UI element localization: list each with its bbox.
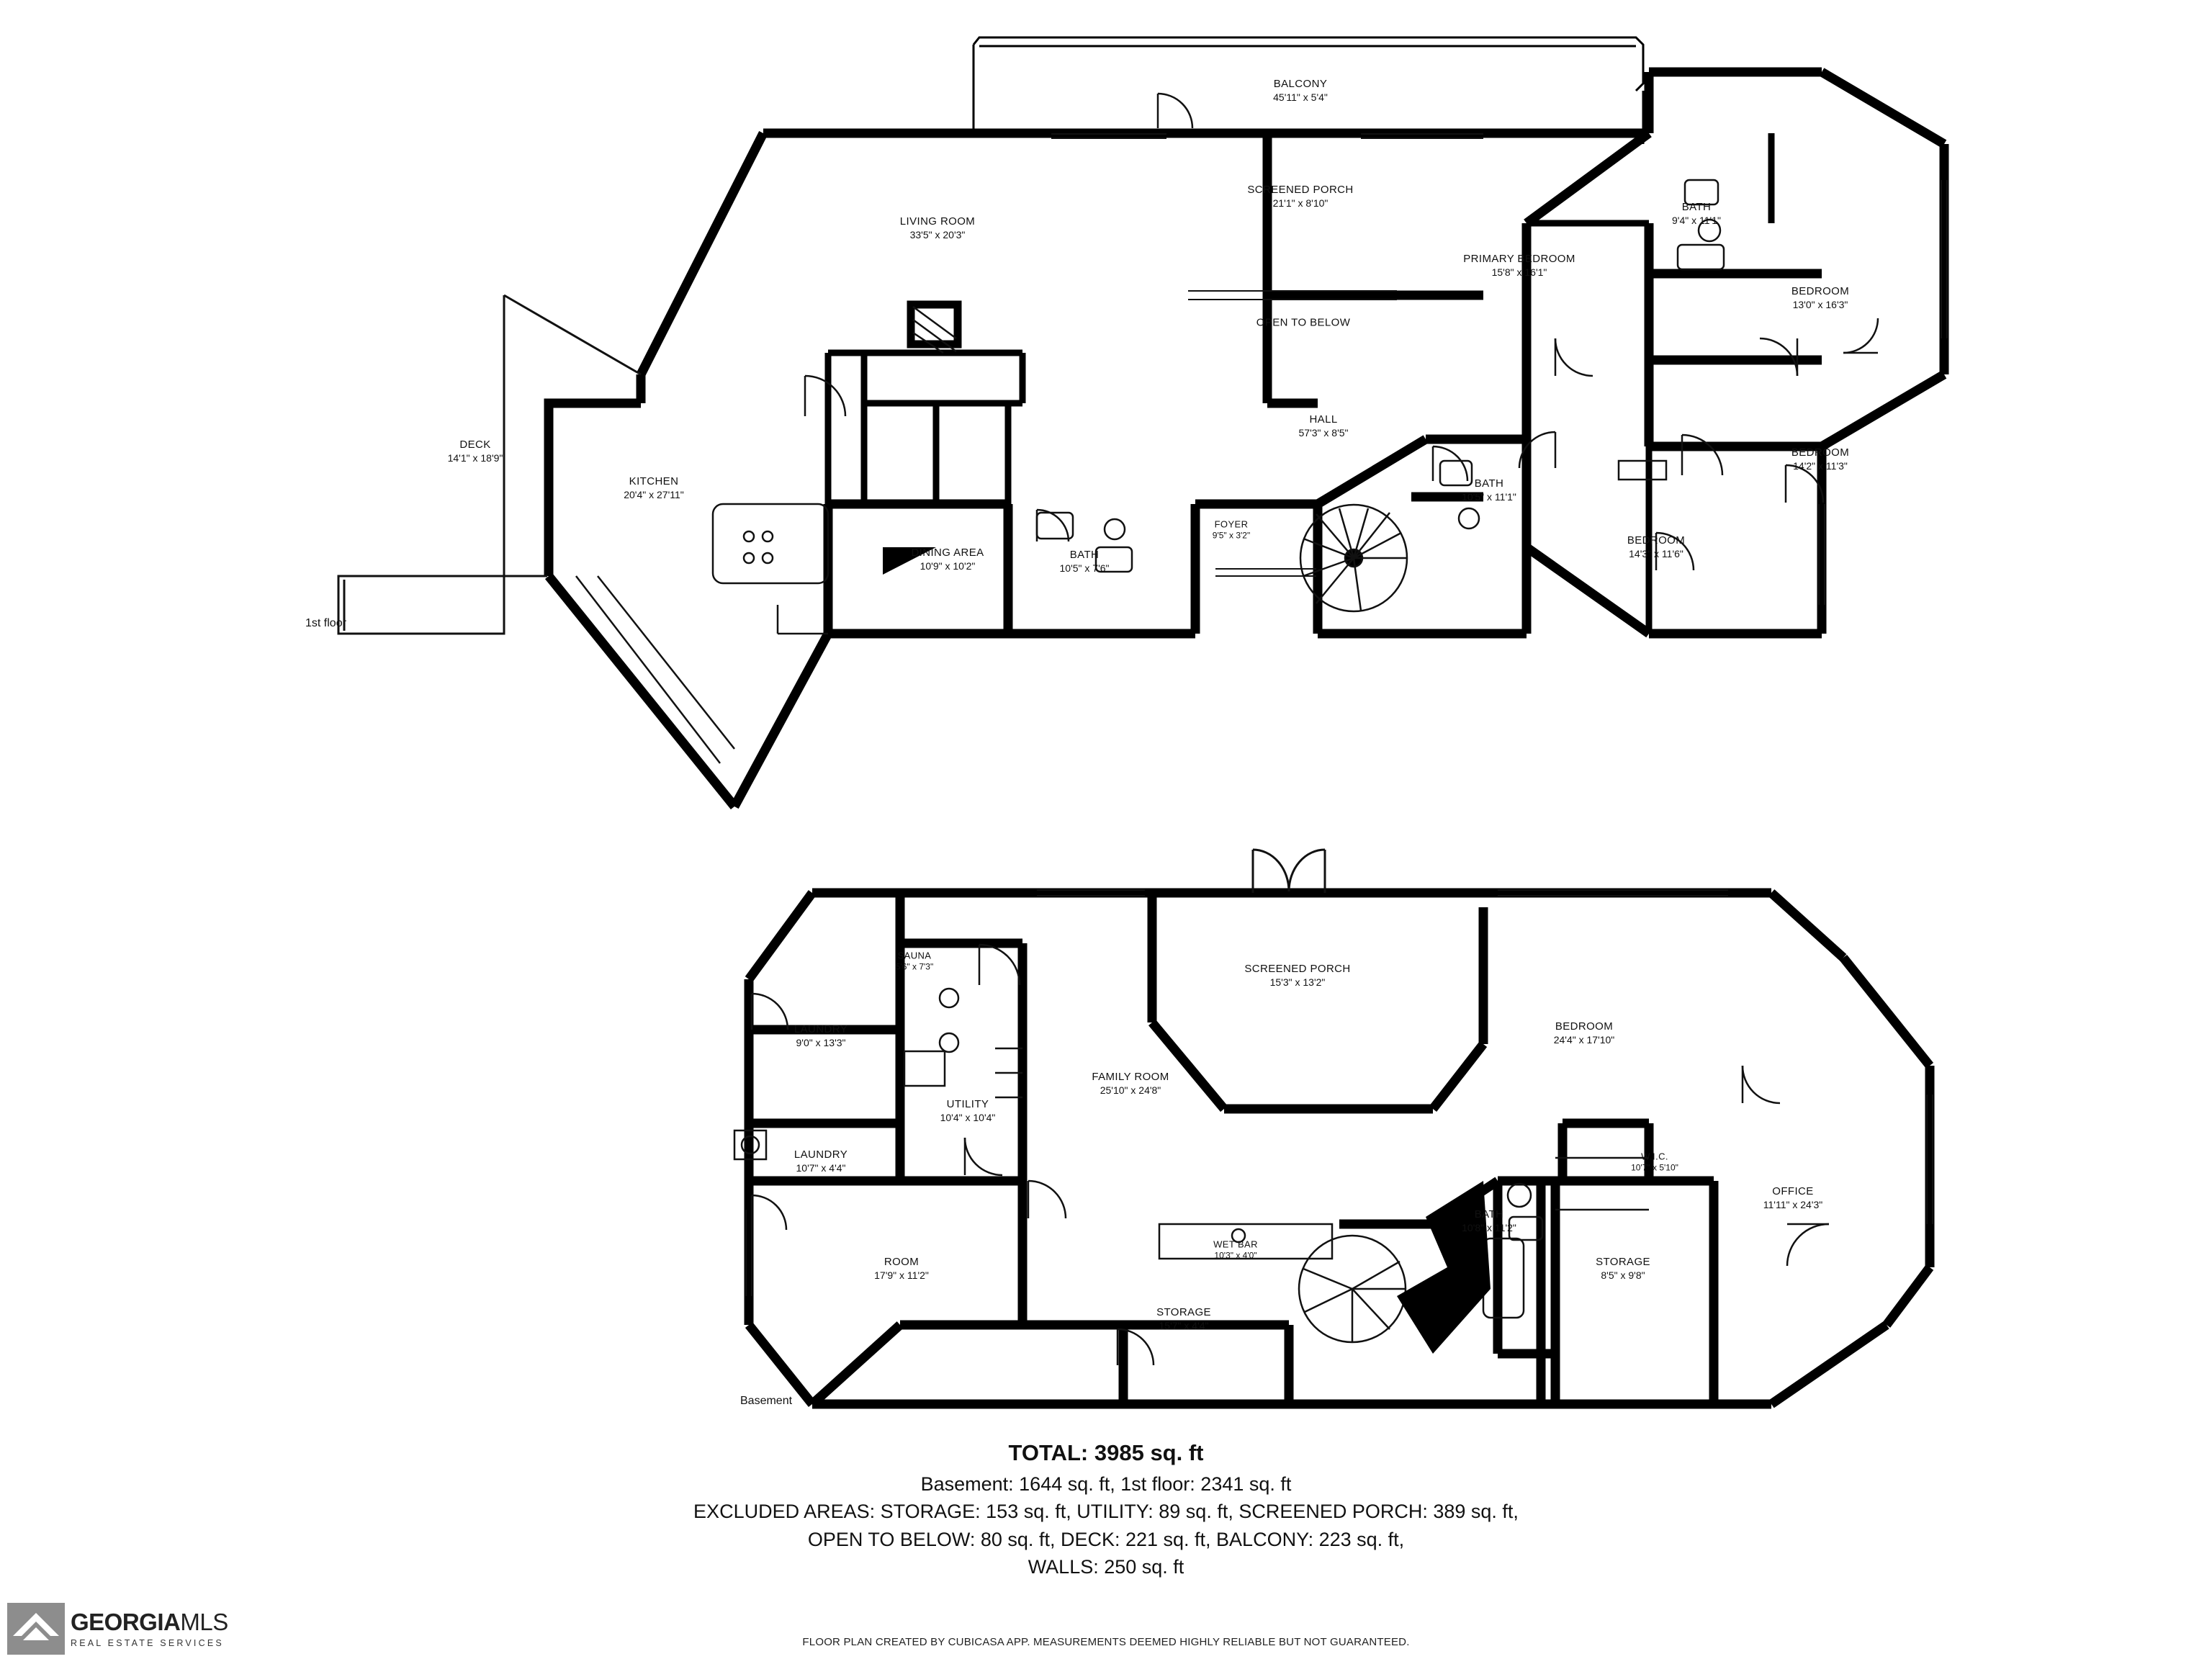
- room-dimensions: 10'5" x 11'1": [1462, 490, 1516, 503]
- summary-line-2: OPEN TO BELOW: 80 sq. ft, DECK: 221 sq. ft, BALCONY: 223 sq. ft,: [807, 1528, 1405, 1550]
- room-name: BEDROOM: [1555, 1020, 1614, 1033]
- room-dimensions: 14'2" x 11'3": [1793, 459, 1848, 472]
- room-dimensions: 33'5" x 20'3": [909, 228, 966, 240]
- roof-peak-icon: [7, 1603, 65, 1655]
- room-dimensions: 10'3" x 4'0": [1214, 1250, 1257, 1261]
- room-name: STORAGE: [1596, 1255, 1650, 1268]
- room-dimensions: 8'5" x 9'8": [1601, 1269, 1645, 1281]
- room-dimensions: 10'4" x 10'4": [940, 1111, 996, 1123]
- room-dimensions: 15'3" x 13'2": [1269, 976, 1326, 988]
- disclaimer-text: FLOOR PLAN CREATED BY CUBICASA APP. MEASUREMENTS DEEMED HIGHLY RELIABLE BUT NOT GUARANTEED.: [802, 1636, 1410, 1648]
- room-dimensions: 14'1" x 18'9": [447, 451, 503, 464]
- room-name: WET BAR: [1213, 1238, 1258, 1250]
- room-name: BATH: [1069, 548, 1100, 561]
- room-name: FAMILY ROOM: [1092, 1070, 1169, 1083]
- room-name: BEDROOM: [1791, 284, 1850, 297]
- room-name: STORAGE: [1156, 1305, 1211, 1318]
- room-name: BATH: [1474, 477, 1504, 490]
- room-name: DECK: [459, 438, 491, 451]
- room-dimensions: 57'3" x 8'5": [1298, 426, 1349, 439]
- room-name: SCREENED PORCH: [1244, 962, 1351, 975]
- room-name: OPEN TO BELOW: [1256, 316, 1351, 329]
- room-dimensions: 10'9" x 10'2": [920, 559, 976, 572]
- summary-line-0: Basement: 1644 sq. ft, 1st floor: 2341 sq. ft: [920, 1473, 1292, 1495]
- room-dimensions: 10'7" x 4'4": [796, 1161, 846, 1174]
- logo-mark-icon: [7, 1603, 65, 1655]
- room-name: SAUNA: [897, 950, 932, 961]
- room-dimensions: 45'11" x 5'4": [1273, 91, 1328, 103]
- room-name: LIVING ROOM: [899, 215, 976, 228]
- room-dimensions: 15'7" x 4'4": [1159, 1319, 1209, 1331]
- room-name: HALL: [1309, 413, 1338, 426]
- room-dimensions: 20'4" x 27'11": [624, 488, 684, 500]
- room-dimensions: 10'7" x 5'10": [1631, 1162, 1678, 1173]
- room-name: LAUNDRY: [793, 1148, 848, 1161]
- room-name: W.I.C.: [1641, 1151, 1668, 1162]
- room-name: BALCONY: [1273, 77, 1328, 90]
- logo-wordmark: [71, 1610, 228, 1648]
- room-name: SCREENED PORCH: [1247, 183, 1354, 196]
- room-name: BATH: [1474, 1208, 1504, 1220]
- room-dimensions: 9'0" x 13'3": [796, 1036, 846, 1048]
- room-dimensions: 14'3" x 11'6": [1629, 547, 1683, 559]
- room-dimensions: 9'4" x 11'1": [1672, 214, 1721, 226]
- summary-line-3: WALLS: 250 sq. ft: [1028, 1555, 1184, 1578]
- room-name: LAUNDRY: [793, 1022, 848, 1035]
- room-dimensions: 25'10" x 24'8": [1100, 1084, 1161, 1096]
- room-dimensions: 13'0" x 16'3": [1792, 298, 1848, 310]
- room-name: KITCHEN: [629, 475, 679, 487]
- room-name: BATH: [1681, 200, 1712, 213]
- summary-line-1: EXCLUDED AREAS: STORAGE: 153 sq. ft, UTILITY: 89 sq. ft, SCREENED PORCH: 389 sq. ft,: [693, 1501, 1519, 1523]
- basement-outline: [734, 850, 1933, 1404]
- room-name: BEDROOM: [1791, 446, 1850, 459]
- room-dimensions: 17'9" x 11'2": [874, 1269, 929, 1281]
- room-name: BEDROOM: [1627, 534, 1686, 547]
- room-name: OFFICE: [1772, 1184, 1814, 1197]
- georgia-mls-logo: [7, 1603, 261, 1655]
- room-dimensions: 21'1" x 8'10": [1272, 197, 1328, 209]
- logo-tagline: REAL ESTATE SERVICES: [71, 1638, 224, 1648]
- total-area: TOTAL: 3985 sq. ft: [1008, 1440, 1204, 1465]
- room-dimensions: 9'5" x 3'2": [1212, 530, 1251, 541]
- room-dimensions: 11'11" x 24'3": [1763, 1198, 1823, 1210]
- room-dimensions: 15'8" x 16'1": [1491, 266, 1547, 278]
- room-name: DINING AREA: [911, 546, 984, 559]
- room-dimensions: 24'4" x 17'10": [1553, 1033, 1615, 1046]
- floor-tag-first: 1st floor: [305, 617, 346, 629]
- room-dimensions: 10'5" x 7'6": [1059, 562, 1110, 574]
- room-name: FOYER: [1214, 518, 1249, 530]
- first-floor-outline: [338, 37, 1947, 806]
- room-name: UTILITY: [946, 1097, 989, 1110]
- logo-word-top: GEORGIAMLS: [71, 1609, 228, 1635]
- area-summary: [0, 1440, 2212, 1581]
- room-dimensions: 10'8" x 11'2": [1462, 1221, 1516, 1233]
- room-name: ROOM: [884, 1255, 920, 1268]
- room-name: PRIMARY BEDROOM: [1463, 252, 1575, 265]
- floor-tag-basement: Basement: [740, 1395, 793, 1407]
- room-dimensions: 5'6" x 7'3": [895, 961, 934, 972]
